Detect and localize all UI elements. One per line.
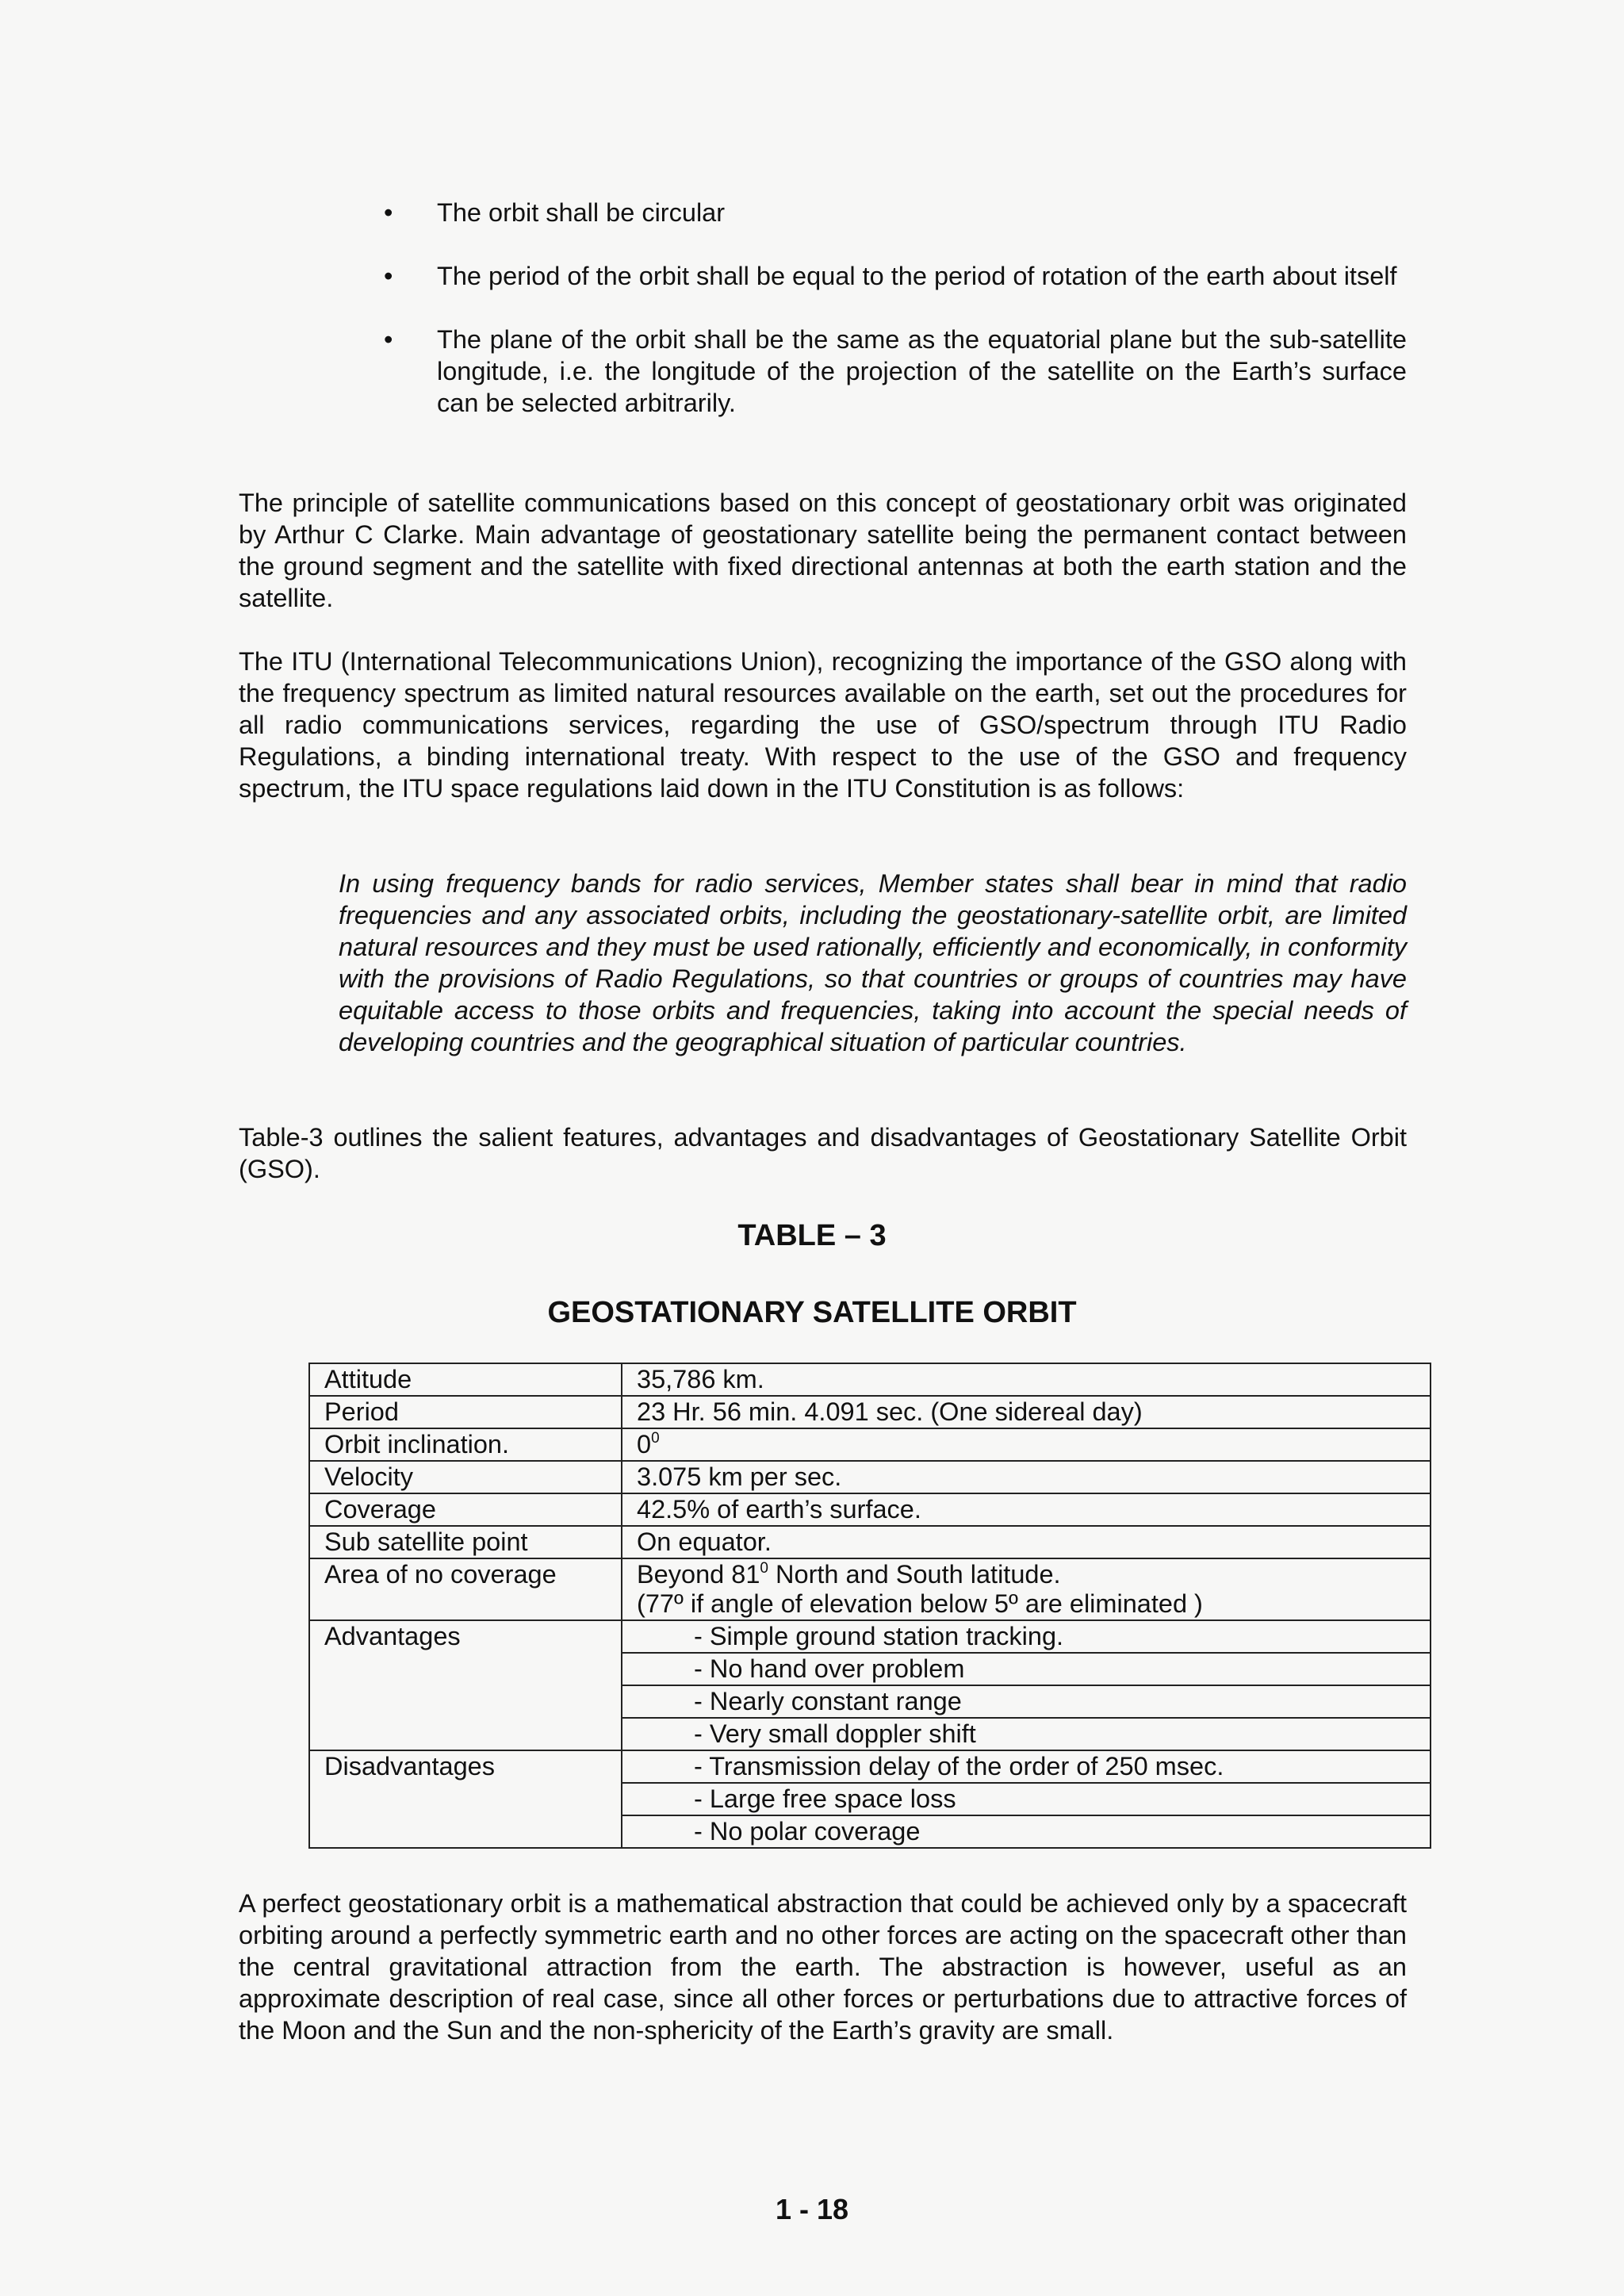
clarke-paragraph: The principle of satellite communications based on this concept of geostationary orbit was originated by Arthur C Clarke. Main advantage of geostationary satellite being the permanent contact between the ground segment and the satellite with fixed directional antennas at both the earth station and the satellite. <box>239 489 1407 612</box>
row-value <box>622 1558 1431 1620</box>
advantage-item: - Very small doppler shift <box>622 1718 1431 1750</box>
table-title: TABLE – 3 <box>737 1219 887 1252</box>
advantage-item: - Simple ground station tracking. <box>622 1620 1431 1653</box>
table-row <box>309 1428 1431 1461</box>
table-row <box>309 1461 1431 1493</box>
advantage-item: - No hand over problem <box>622 1653 1431 1685</box>
degree-superscript: 0 <box>651 1430 660 1447</box>
row-label: Velocity <box>309 1461 622 1493</box>
row-value: 35,786 km. <box>622 1363 1431 1396</box>
row-value: On equator. <box>622 1526 1431 1558</box>
table-row <box>309 1750 1431 1783</box>
row-label: Orbit inclination. <box>309 1428 622 1461</box>
row-label: Period <box>309 1396 622 1428</box>
itu-paragraph: The ITU (International Telecommunications Union), recognizing the importance of the GSO along with the frequency spectrum as limited natural resources available on the earth, set out the procedures for all radio communications services, regarding the use of GSO/spectrum through ITU Radio Regulations, a binding international treaty. With respect to the use of the GSO and frequency spectrum, the ITU space regulations laid down in the ITU Constitution is as follows: <box>239 647 1407 803</box>
abstraction-paragraph: A perfect geostationary orbit is a mathematical abstraction that could be achieved only by a spacecraft orbiting around a perfectly symmetric earth and no other forces are acting on the spacecraft other than the central gravitational attraction from the earth. The abstraction is however, useful as an approximate description of real case, since all other forces or perturbations due to attractive forces of the Moon and the Sun and the non-sphericity of the Earth’s gravity are small. <box>239 1889 1407 2045</box>
row-value: 3.075 km per sec. <box>622 1461 1431 1493</box>
disadvantage-item: - No polar coverage <box>622 1815 1431 1848</box>
table-subtitle: GEOSTATIONARY SATELLITE ORBIT <box>547 1296 1077 1329</box>
row-label: Area of no coverage <box>309 1558 622 1620</box>
degree-superscript: 0 <box>760 1560 768 1577</box>
no-coverage-suffix: North and South latitude. <box>768 1560 1061 1589</box>
advantages-label: Advantages <box>309 1620 622 1750</box>
itu-constitution-quote: In using frequency bands for radio services, Member states shall bear in mind that radio frequencies and any associated orbits, including the geostationary-satellite orbit, are limited natural resources and they must be used rationally, efficiently and economically, in conformity with the provisions of Radio Regulations, so that countries or groups of countries may have equitable access to those orbits and frequencies, taking into account the special needs of developing countries and the geographical situation of particular countries. <box>339 869 1407 1056</box>
row-label: Coverage <box>309 1493 622 1526</box>
no-coverage-line-2: (77º if angle of elevation below 5º are eliminated ) <box>637 1589 1203 1618</box>
geostationary-orbit-table <box>308 1363 1431 1849</box>
disadvantage-item: - Transmission delay of the order of 250 msec. <box>622 1750 1431 1783</box>
table-row <box>309 1558 1431 1620</box>
page-number: 1 - 18 <box>775 2193 849 2225</box>
table-row <box>309 1396 1431 1428</box>
no-coverage-prefix: Beyond 81 <box>637 1560 760 1589</box>
orbit-conditions-list <box>384 197 1407 450</box>
bullet-item: • The plane of the orbit shall be the same as the equatorial plane but the sub-satellite longitude, i.e. the longitude of the projection of the satellite on the Earth’s surface can be selected arbitrarily. <box>384 324 1407 419</box>
table-row <box>309 1363 1431 1396</box>
row-value <box>622 1428 1431 1461</box>
table-row <box>309 1526 1431 1558</box>
row-value: 42.5% of earth’s surface. <box>622 1493 1431 1526</box>
inclination-value: 0 <box>637 1430 652 1458</box>
table-intro-paragraph: Table-3 outlines the salient features, advantages and disadvantages of Geostationary Satellite Orbit (GSO). <box>239 1123 1407 1183</box>
bullet-item: • The period of the orbit shall be equal to the period of rotation of the earth about itself <box>384 260 1407 292</box>
row-label: Attitude <box>309 1363 622 1396</box>
table-row <box>309 1620 1431 1653</box>
table-row <box>309 1493 1431 1526</box>
no-coverage-line-1 <box>637 1560 1415 1589</box>
advantage-item: - Nearly constant range <box>622 1685 1431 1718</box>
bullet-item: • The orbit shall be circular <box>384 197 1407 228</box>
disadvantage-item: - Large free space loss <box>622 1783 1431 1815</box>
row-label: Sub satellite point <box>309 1526 622 1558</box>
row-value: 23 Hr. 56 min. 4.091 sec. (One sidereal day) <box>622 1396 1431 1428</box>
disadvantages-label: Disadvantages <box>309 1750 622 1848</box>
